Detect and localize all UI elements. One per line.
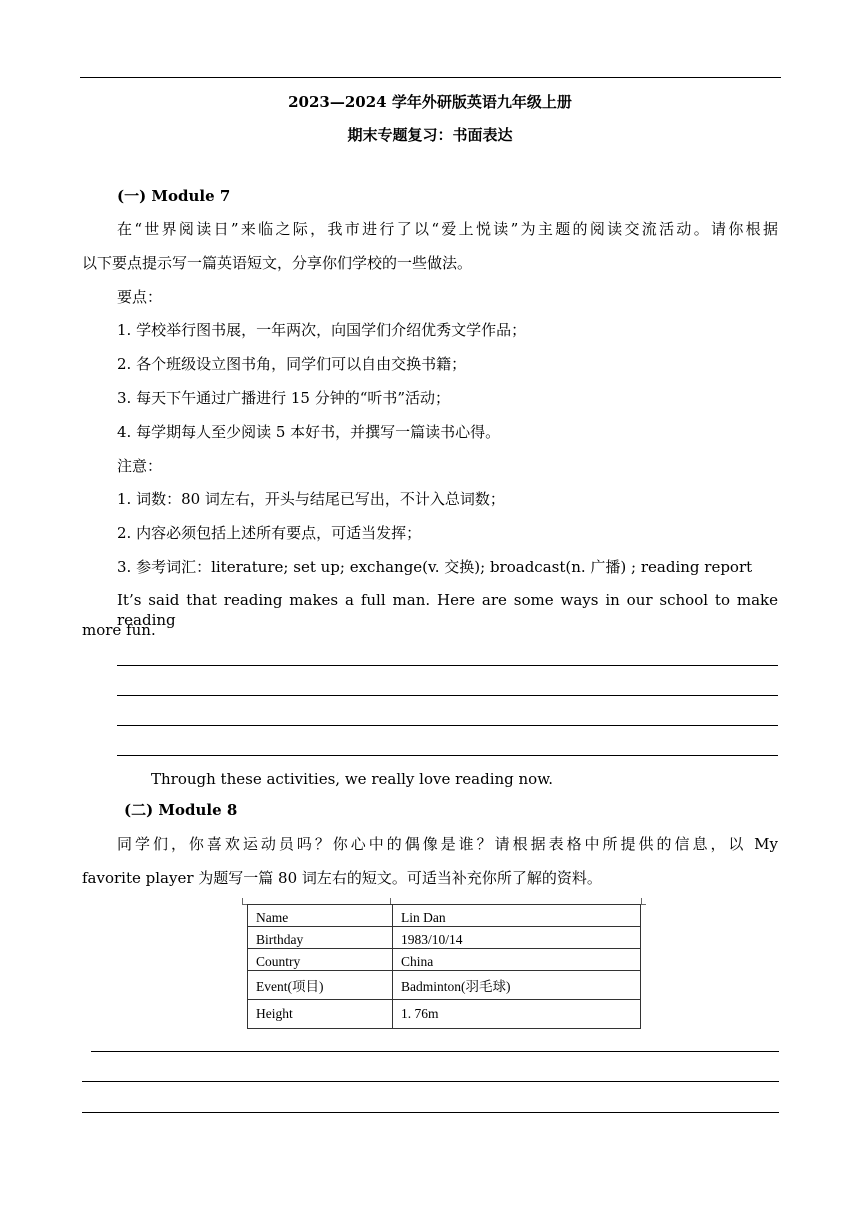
answer-line[interactable] bbox=[117, 755, 778, 756]
table-key: Event(项目) bbox=[248, 971, 393, 1000]
top-rule bbox=[80, 77, 781, 78]
note-1: 1. 词数：80 词左右，开头与结尾已写出，不计入总词数； bbox=[117, 490, 505, 508]
point-1: 1. 学校举行图书展，一年两次，向国学们介绍优秀文学作品； bbox=[117, 321, 527, 339]
answer-line[interactable] bbox=[82, 1081, 779, 1082]
table-value: Lin Dan bbox=[393, 905, 641, 927]
table-row bbox=[248, 949, 641, 971]
answer-line[interactable] bbox=[117, 725, 778, 726]
page-subtitle: 期末专题复习：书面表达 bbox=[347, 126, 513, 144]
answer-line[interactable] bbox=[82, 1112, 779, 1113]
table-value: China bbox=[393, 949, 641, 971]
notes-label: 注意： bbox=[117, 457, 163, 475]
table-key: Name bbox=[248, 905, 393, 927]
section2-prompt-line2: favorite player 为题写一篇 80 词左右的短文。可适当补充你所了解的资料。 bbox=[82, 869, 602, 887]
section1-heading: (一) Module 7 bbox=[117, 187, 231, 205]
note-3: 3. 参考词汇：literature; set up; exchange(v. 交换); broadcast(n. 广播) ; reading report bbox=[117, 558, 753, 576]
table-row bbox=[248, 927, 641, 949]
point-3: 3. 每天下午通过广播进行 15 分钟的“听书”活动； bbox=[117, 389, 451, 407]
opening-line1: It’s said that reading makes a full man. Here are some ways in our school to make reading bbox=[117, 591, 778, 629]
section1-prompt-line2: 以下要点提示写一篇英语短文，分享你们学校的一些做法。 bbox=[82, 254, 473, 272]
table-corner-mark bbox=[641, 898, 646, 905]
section1-prompt-line1: 在“世界阅读日”来临之际，我市进行了以“爱上悦读”为主题的阅读交流活动。请你根据 bbox=[117, 220, 778, 238]
point-4: 4. 每学期每人至少阅读 5 本好书，并撰写一篇读书心得。 bbox=[117, 423, 501, 441]
point-2: 2. 各个班级设立图书角，同学们可以自由交换书籍； bbox=[117, 355, 467, 373]
table-row bbox=[248, 971, 641, 1000]
table-value: 1983/10/14 bbox=[393, 927, 641, 949]
table-value: Badminton(羽毛球) bbox=[393, 971, 641, 1000]
answer-line[interactable] bbox=[91, 1051, 779, 1052]
table-key: Height bbox=[248, 1000, 393, 1029]
points-label: 要点： bbox=[117, 288, 163, 306]
table-row bbox=[248, 905, 641, 927]
table-row bbox=[248, 1000, 641, 1029]
opening-line2: more fun. bbox=[82, 621, 156, 639]
section2-prompt-line1: 同学们，你喜欢运动员吗？你心中的偶像是谁？请根据表格中所提供的信息，以 My bbox=[117, 835, 778, 853]
answer-line[interactable] bbox=[117, 695, 778, 696]
section2-heading: (二) Module 8 bbox=[124, 801, 238, 819]
table-value: 1. 76m bbox=[393, 1000, 641, 1029]
closing-sentence: Through these activities, we really love reading now. bbox=[151, 770, 554, 788]
note-2: 2. 内容必须包括上述所有要点，可适当发挥； bbox=[117, 524, 422, 542]
table-key: Birthday bbox=[248, 927, 393, 949]
table-key: Country bbox=[248, 949, 393, 971]
page-title: 2023—2024 学年外研版英语九年级上册 bbox=[288, 93, 572, 111]
player-info-table bbox=[247, 904, 641, 1029]
answer-line[interactable] bbox=[117, 665, 778, 666]
